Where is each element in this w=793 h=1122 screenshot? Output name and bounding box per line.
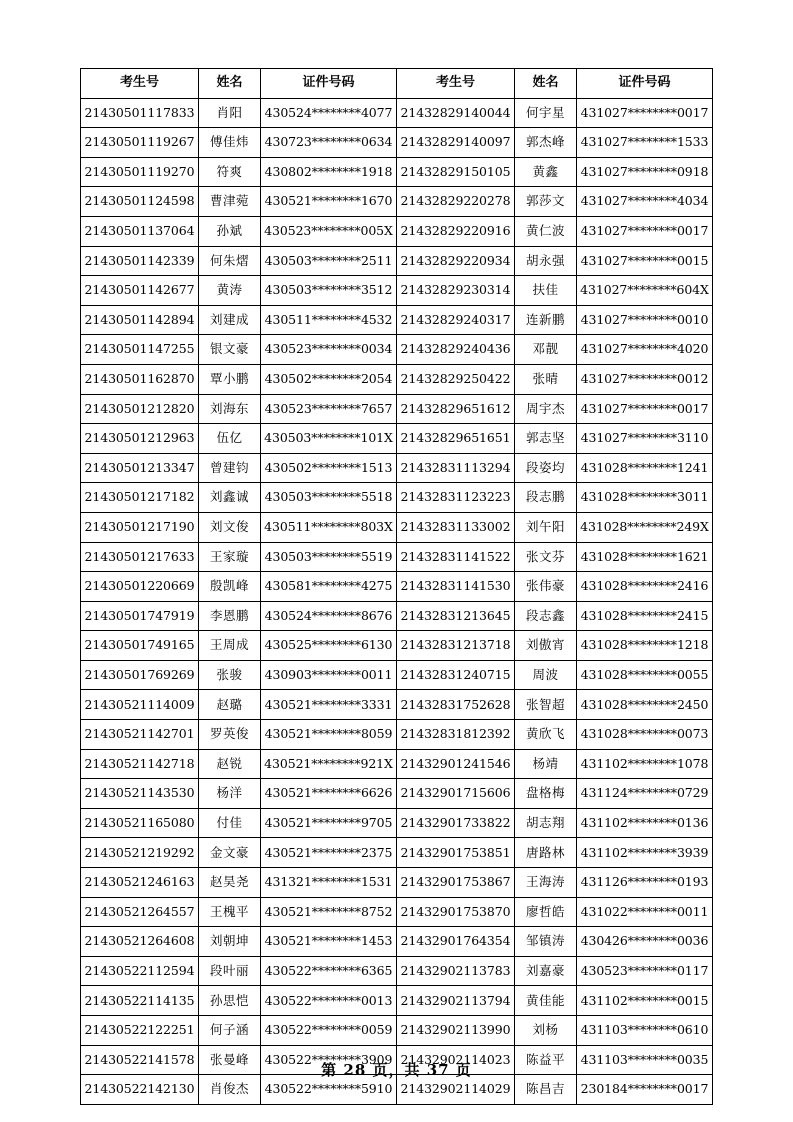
cell-name-left: 张骏 [199, 660, 261, 690]
cell-id-number-left: 430521********2375 [261, 838, 397, 868]
cell-exam-id-left: 21430501162870 [81, 364, 199, 394]
table-row [81, 483, 713, 513]
column-header-exam-id-left: 考生号 [81, 69, 199, 99]
cell-exam-id-right: 21432901753870 [397, 897, 515, 927]
cell-exam-id-right: 21432829240436 [397, 335, 515, 365]
cell-name-right: 周波 [515, 660, 577, 690]
cell-name-right: 邓靓 [515, 335, 577, 365]
cell-exam-id-left: 21430501119267 [81, 128, 199, 158]
cell-exam-id-left: 21430521219292 [81, 838, 199, 868]
cell-name-left: 赵昊尧 [199, 868, 261, 898]
cell-name-left: 伍亿 [199, 424, 261, 454]
cell-exam-id-left: 21430521264608 [81, 927, 199, 957]
cell-name-left: 付佳 [199, 808, 261, 838]
cell-name-right: 胡永强 [515, 246, 577, 276]
cell-exam-id-right: 21432831752628 [397, 690, 515, 720]
cell-id-number-left: 430503********3512 [261, 276, 397, 306]
cell-id-number-right: 431028********2415 [577, 601, 713, 631]
cell-id-number-right: 431028********1241 [577, 453, 713, 483]
table-header [81, 69, 713, 99]
cell-exam-id-left: 21430501747919 [81, 601, 199, 631]
cell-exam-id-right: 21432829651651 [397, 424, 515, 454]
cell-id-number-right: 431102********1078 [577, 749, 713, 779]
table-row [81, 394, 713, 424]
table-row [81, 660, 713, 690]
cell-id-number-left: 430522********0013 [261, 986, 397, 1016]
column-header-id-number-left: 证件号码 [261, 69, 397, 99]
cell-id-number-right: 431027********0017 [577, 98, 713, 128]
cell-id-number-left: 430903********0011 [261, 660, 397, 690]
table-row [81, 216, 713, 246]
table-row [81, 720, 713, 750]
cell-exam-id-right: 21432829140044 [397, 98, 515, 128]
cell-exam-id-left: 21430522122251 [81, 1016, 199, 1046]
cell-id-number-left: 430522********0059 [261, 1016, 397, 1046]
cell-id-number-right: 431028********2416 [577, 572, 713, 602]
column-header-exam-id-right: 考生号 [397, 69, 515, 99]
cell-exam-id-right: 21432902113794 [397, 986, 515, 1016]
table-row [81, 424, 713, 454]
cell-name-right: 黄仁波 [515, 216, 577, 246]
table-row [81, 808, 713, 838]
cell-name-left: 肖俊杰 [199, 1075, 261, 1105]
cell-name-right: 黄佳能 [515, 986, 577, 1016]
cell-id-number-right: 431027********0017 [577, 394, 713, 424]
column-header-name-right: 姓名 [515, 69, 577, 99]
cell-id-number-right: 431102********0015 [577, 986, 713, 1016]
cell-name-left: 殷凯峰 [199, 572, 261, 602]
cell-name-right: 郭莎文 [515, 187, 577, 217]
cell-exam-id-right: 21432829220916 [397, 216, 515, 246]
cell-exam-id-right: 21432829220278 [397, 187, 515, 217]
cell-id-number-left: 430502********1513 [261, 453, 397, 483]
cell-exam-id-left: 21430521142718 [81, 749, 199, 779]
cell-exam-id-right: 21432831213718 [397, 631, 515, 661]
cell-exam-id-right: 21432901715606 [397, 779, 515, 809]
cell-id-number-right: 431027********604X [577, 276, 713, 306]
table-row [81, 572, 713, 602]
page-footer: 第 28 页，共 37 页 [321, 1061, 472, 1079]
table-row [81, 453, 713, 483]
cell-id-number-left: 430723********0634 [261, 128, 397, 158]
cell-exam-id-left: 21430521165080 [81, 808, 199, 838]
cell-name-left: 黄涛 [199, 276, 261, 306]
cell-id-number-left: 430503********5519 [261, 542, 397, 572]
cell-name-right: 黄欣飞 [515, 720, 577, 750]
cell-id-number-right: 431102********0136 [577, 808, 713, 838]
cell-name-right: 杨靖 [515, 749, 577, 779]
table-row [81, 690, 713, 720]
table-row [81, 335, 713, 365]
cell-id-number-left: 430524********8676 [261, 601, 397, 631]
table-row [81, 128, 713, 158]
table-row [81, 986, 713, 1016]
cell-exam-id-left: 21430501137064 [81, 216, 199, 246]
cell-id-number-left: 430802********1918 [261, 157, 397, 187]
cell-exam-id-left: 21430501213347 [81, 453, 199, 483]
candidate-roster-table [80, 68, 713, 1105]
cell-id-number-left: 430521********9705 [261, 808, 397, 838]
cell-name-left: 金文豪 [199, 838, 261, 868]
cell-name-right: 唐路林 [515, 838, 577, 868]
cell-id-number-left: 430523********005X [261, 216, 397, 246]
table-row [81, 927, 713, 957]
column-header-id-number-right: 证件号码 [577, 69, 713, 99]
cell-id-number-right: 431027********1533 [577, 128, 713, 158]
cell-id-number-left: 430521********6626 [261, 779, 397, 809]
cell-name-left: 曹津菀 [199, 187, 261, 217]
cell-exam-id-right: 21432901753851 [397, 838, 515, 868]
cell-exam-id-right: 21432831240715 [397, 660, 515, 690]
cell-name-left: 何朱熠 [199, 246, 261, 276]
cell-name-left: 刘文俊 [199, 512, 261, 542]
table-row [81, 542, 713, 572]
cell-name-left: 符爽 [199, 157, 261, 187]
cell-id-number-left: 430503********5518 [261, 483, 397, 513]
table-row [81, 897, 713, 927]
cell-name-right: 张文芬 [515, 542, 577, 572]
table-row [81, 956, 713, 986]
cell-id-number-left: 430503********101X [261, 424, 397, 454]
table-row [81, 305, 713, 335]
cell-exam-id-right: 21432831812392 [397, 720, 515, 750]
column-header-name-left: 姓名 [199, 69, 261, 99]
cell-id-number-right: 431027********4034 [577, 187, 713, 217]
cell-exam-id-left: 21430501119270 [81, 157, 199, 187]
cell-exam-id-right: 21432902113990 [397, 1016, 515, 1046]
cell-id-number-left: 430521********1670 [261, 187, 397, 217]
cell-name-left: 赵璐 [199, 690, 261, 720]
cell-exam-id-left: 21430501117833 [81, 98, 199, 128]
cell-id-number-left: 430521********3331 [261, 690, 397, 720]
cell-name-right: 廖哲皓 [515, 897, 577, 927]
cell-name-right: 张伟豪 [515, 572, 577, 602]
cell-exam-id-right: 21432829250422 [397, 364, 515, 394]
cell-exam-id-left: 21430521142701 [81, 720, 199, 750]
cell-exam-id-right: 21432829240317 [397, 305, 515, 335]
cell-id-number-right: 431103********0610 [577, 1016, 713, 1046]
cell-id-number-right: 431027********0012 [577, 364, 713, 394]
cell-exam-id-left: 21430501220669 [81, 572, 199, 602]
cell-id-number-right: 431103********0035 [577, 1045, 713, 1075]
cell-name-left: 孙斌 [199, 216, 261, 246]
cell-exam-id-left: 21430522142130 [81, 1075, 199, 1105]
table-row [81, 157, 713, 187]
cell-name-left: 王家璇 [199, 542, 261, 572]
cell-id-number-left: 430581********4275 [261, 572, 397, 602]
cell-id-number-right: 431102********3939 [577, 838, 713, 868]
cell-id-number-right: 431028********3011 [577, 483, 713, 513]
cell-name-right: 段志鹏 [515, 483, 577, 513]
cell-id-number-right: 431028********0055 [577, 660, 713, 690]
cell-exam-id-left: 21430501124598 [81, 187, 199, 217]
cell-name-left: 刘鑫诚 [199, 483, 261, 513]
cell-name-left: 傅佳炜 [199, 128, 261, 158]
cell-name-right: 胡志翔 [515, 808, 577, 838]
cell-name-left: 段叶丽 [199, 956, 261, 986]
cell-exam-id-right: 21432901764354 [397, 927, 515, 957]
cell-name-right: 盘格梅 [515, 779, 577, 809]
cell-exam-id-right: 21432829230314 [397, 276, 515, 306]
cell-id-number-right: 230184********0017 [577, 1075, 713, 1105]
cell-exam-id-left: 21430501749165 [81, 631, 199, 661]
cell-name-left: 李恩鹏 [199, 601, 261, 631]
cell-exam-id-left: 21430501769269 [81, 660, 199, 690]
cell-name-right: 段志鑫 [515, 601, 577, 631]
cell-exam-id-right: 21432831141522 [397, 542, 515, 572]
cell-exam-id-left: 21430501217190 [81, 512, 199, 542]
cell-exam-id-right: 21432829220934 [397, 246, 515, 276]
cell-name-right: 扶佳 [515, 276, 577, 306]
cell-exam-id-left: 21430522114135 [81, 986, 199, 1016]
cell-exam-id-left: 21430501217182 [81, 483, 199, 513]
table-row [81, 1016, 713, 1046]
table-row [81, 779, 713, 809]
cell-exam-id-right: 21432831213645 [397, 601, 515, 631]
cell-name-left: 孙思恺 [199, 986, 261, 1016]
cell-name-left: 刘建成 [199, 305, 261, 335]
cell-id-number-left: 430523********7657 [261, 394, 397, 424]
cell-name-right: 陈益平 [515, 1045, 577, 1075]
cell-name-left: 刘朝坤 [199, 927, 261, 957]
cell-name-right: 刘嘉豪 [515, 956, 577, 986]
cell-exam-id-right: 21432829140097 [397, 128, 515, 158]
cell-id-number-left: 431321********1531 [261, 868, 397, 898]
cell-exam-id-left: 21430521264557 [81, 897, 199, 927]
cell-name-right: 刘傲宵 [515, 631, 577, 661]
cell-exam-id-left: 21430501142339 [81, 246, 199, 276]
cell-id-number-left: 430521********1453 [261, 927, 397, 957]
cell-name-left: 赵锐 [199, 749, 261, 779]
table-row [81, 631, 713, 661]
cell-id-number-right: 431028********249X [577, 512, 713, 542]
cell-id-number-right: 431027********0017 [577, 216, 713, 246]
cell-exam-id-right: 21432901753867 [397, 868, 515, 898]
cell-name-right: 王海涛 [515, 868, 577, 898]
cell-id-number-right: 431126********0193 [577, 868, 713, 898]
cell-exam-id-left: 21430501142677 [81, 276, 199, 306]
table-row [81, 187, 713, 217]
cell-id-number-right: 431028********0073 [577, 720, 713, 750]
cell-id-number-right: 431027********3110 [577, 424, 713, 454]
cell-id-number-right: 431022********0011 [577, 897, 713, 927]
cell-id-number-right: 430426********0036 [577, 927, 713, 957]
cell-id-number-left: 430524********4077 [261, 98, 397, 128]
cell-exam-id-right: 21432902114029 [397, 1075, 515, 1105]
cell-name-left: 张曼峰 [199, 1045, 261, 1075]
cell-id-number-right: 431028********1621 [577, 542, 713, 572]
cell-name-right: 刘杨 [515, 1016, 577, 1046]
cell-id-number-left: 430525********6130 [261, 631, 397, 661]
cell-exam-id-right: 21432902114023 [397, 1045, 515, 1075]
cell-exam-id-left: 21430522112594 [81, 956, 199, 986]
table-row [81, 246, 713, 276]
cell-id-number-right: 431124********0729 [577, 779, 713, 809]
cell-name-left: 何子涵 [199, 1016, 261, 1046]
cell-exam-id-left: 21430501212820 [81, 394, 199, 424]
table-row [81, 512, 713, 542]
cell-id-number-left: 430521********8059 [261, 720, 397, 750]
table-row [81, 364, 713, 394]
cell-name-left: 刘海东 [199, 394, 261, 424]
cell-id-number-right: 431027********0010 [577, 305, 713, 335]
table-row [81, 601, 713, 631]
cell-id-number-right: 431028********2450 [577, 690, 713, 720]
table-row [81, 838, 713, 868]
cell-exam-id-left: 21430501142894 [81, 305, 199, 335]
cell-name-left: 杨洋 [199, 779, 261, 809]
cell-exam-id-left: 21430501147255 [81, 335, 199, 365]
cell-exam-id-right: 21432831113294 [397, 453, 515, 483]
cell-name-left: 罗英俊 [199, 720, 261, 750]
cell-name-left: 覃小鹏 [199, 364, 261, 394]
cell-exam-id-right: 21432829651612 [397, 394, 515, 424]
cell-exam-id-right: 21432901733822 [397, 808, 515, 838]
cell-id-number-left: 430511********4532 [261, 305, 397, 335]
cell-id-number-right: 431027********4020 [577, 335, 713, 365]
table-row [81, 749, 713, 779]
cell-exam-id-left: 21430501217633 [81, 542, 199, 572]
cell-name-right: 周宇杰 [515, 394, 577, 424]
cell-name-right: 段姿均 [515, 453, 577, 483]
cell-id-number-left: 430511********803X [261, 512, 397, 542]
cell-name-right: 陈昌吉 [515, 1075, 577, 1105]
cell-exam-id-right: 21432831123223 [397, 483, 515, 513]
cell-name-right: 连新鹏 [515, 305, 577, 335]
cell-id-number-left: 430521********921X [261, 749, 397, 779]
cell-name-left: 曾建钧 [199, 453, 261, 483]
cell-id-number-left: 430522********5910 [261, 1075, 397, 1105]
cell-id-number-right: 431027********0015 [577, 246, 713, 276]
cell-exam-id-left: 21430521246163 [81, 868, 199, 898]
cell-exam-id-right: 21432901241546 [397, 749, 515, 779]
cell-id-number-left: 430503********2511 [261, 246, 397, 276]
cell-name-right: 刘午阳 [515, 512, 577, 542]
cell-exam-id-right: 21432831141530 [397, 572, 515, 602]
cell-name-right: 张晴 [515, 364, 577, 394]
cell-exam-id-left: 21430522141578 [81, 1045, 199, 1075]
cell-name-left: 王槐平 [199, 897, 261, 927]
cell-exam-id-left: 21430521114009 [81, 690, 199, 720]
cell-name-right: 黄鑫 [515, 157, 577, 187]
cell-name-right: 何宇星 [515, 98, 577, 128]
cell-exam-id-right: 21432902113783 [397, 956, 515, 986]
cell-name-right: 郭志坚 [515, 424, 577, 454]
cell-exam-id-right: 21432829150105 [397, 157, 515, 187]
cell-id-number-left: 430522********6365 [261, 956, 397, 986]
cell-name-right: 郭杰峰 [515, 128, 577, 158]
table-header-row [81, 69, 713, 99]
cell-name-left: 肖阳 [199, 98, 261, 128]
cell-id-number-right: 430523********0117 [577, 956, 713, 986]
table-body [81, 98, 713, 1104]
table-row [81, 868, 713, 898]
cell-name-left: 王周成 [199, 631, 261, 661]
cell-id-number-left: 430502********2054 [261, 364, 397, 394]
cell-name-right: 邹镇涛 [515, 927, 577, 957]
cell-id-number-right: 431028********1218 [577, 631, 713, 661]
table-row [81, 276, 713, 306]
cell-name-left: 银文豪 [199, 335, 261, 365]
cell-id-number-right: 431027********0918 [577, 157, 713, 187]
cell-exam-id-left: 21430521143530 [81, 779, 199, 809]
cell-id-number-left: 430523********0034 [261, 335, 397, 365]
table-row [81, 98, 713, 128]
cell-exam-id-left: 21430501212963 [81, 424, 199, 454]
cell-exam-id-right: 21432831133002 [397, 512, 515, 542]
cell-name-right: 张智超 [515, 690, 577, 720]
cell-id-number-left: 430521********8752 [261, 897, 397, 927]
cell-id-number-left: 430522********3909 [261, 1045, 397, 1075]
